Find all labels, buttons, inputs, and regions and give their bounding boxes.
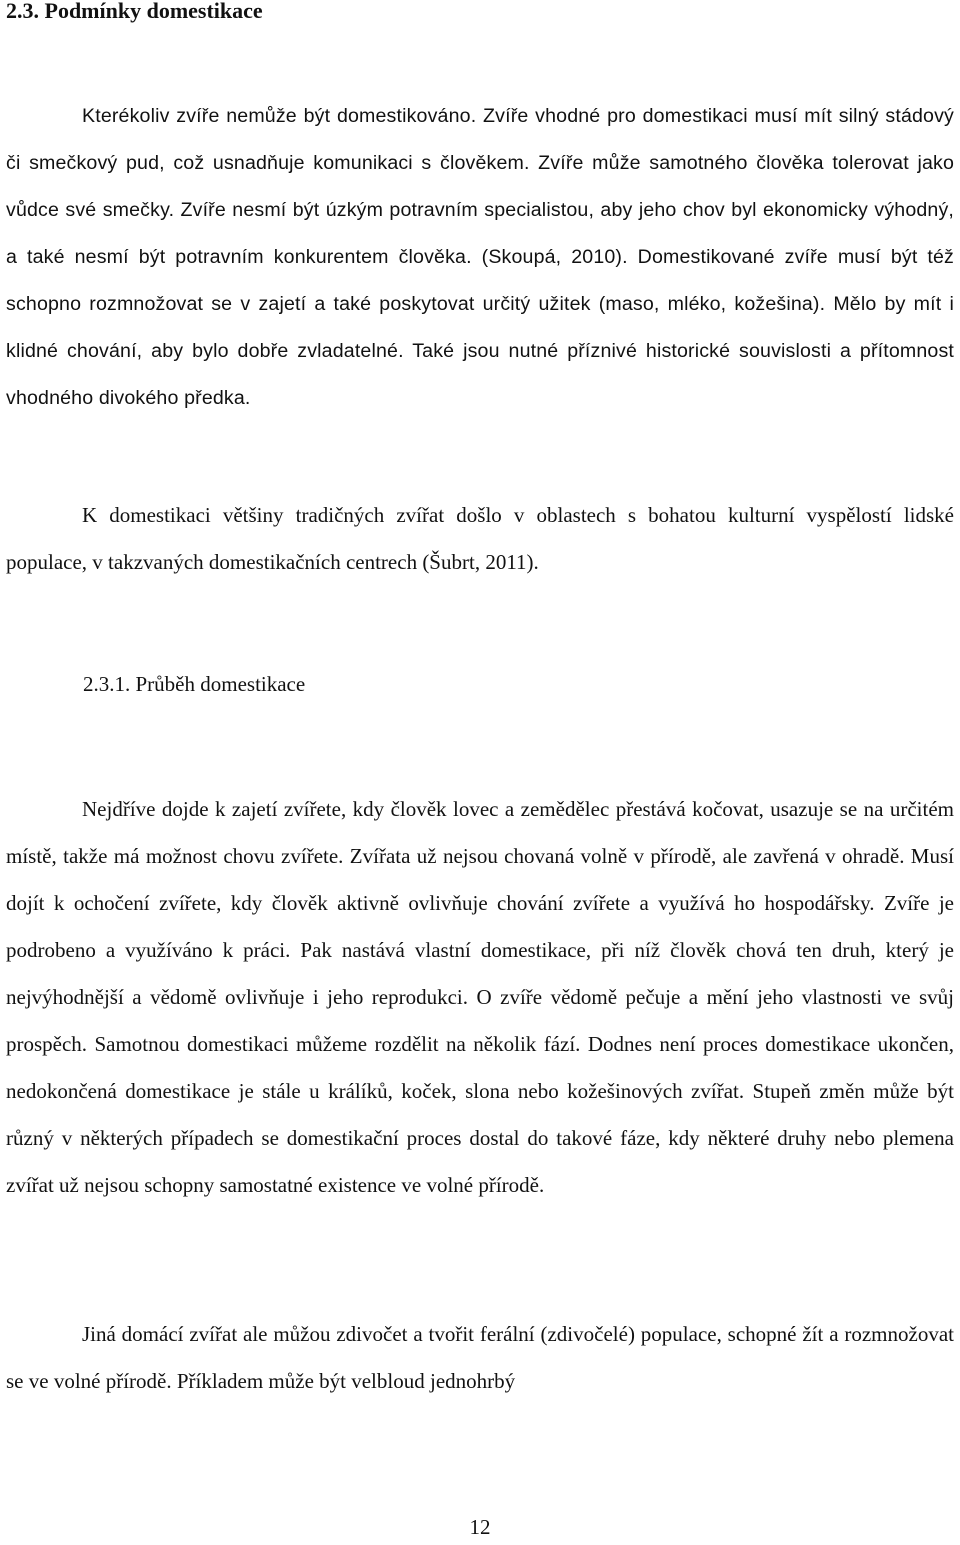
page-number: 12	[469, 1515, 491, 1539]
paragraph-domestication-process: Nejdříve dojde k zajetí zvířete, kdy člověk lovec a zemědělec přestává kočovat, usazuje se na určitém místě, takže má možnost chovu zvířete. Zvířata už nejsou chovaná volně v přírodě, ale zavřená v ohradě. Musí dojít k ochočení zvířete, kdy člověk aktivně ovlivňuje chování zvířete a využívá ho hospodářsky. Zvíře je podrobeno a využíváno k práci. Pak nastává vlastní domestikace, při níž člověk chová ten druh, který je nejvýhodnější a vědomě ovlivňuje i jeho reprodukci. O zvíře vědomě pečuje a mění jeho vlastnosti ve svůj prospěch. Samotnou domestikaci můžeme rozdělit na několik fází. Dodnes není proces domestikace ukončen, nedokončená domestikace je stále u králíků, koček, slona nebo kožešinových zvířat. Stupeň změn může být různý v některých případech se domestikační proces dostal do takové fáze, kdy některé druhy nebo plemena zvířat už nejsou schopny samostatné existence ve volné přírodě.	[6, 797, 954, 1197]
subsection-heading: 2.3.1. Průběh domestikace	[83, 672, 306, 696]
paragraph-domestication-centers: K domestikaci většiny tradičných zvířat došlo v oblastech s bohatou kulturní vyspělostí lidské populace, v takzvaných domestikačních centrech (Šubrt, 2011).	[6, 503, 954, 574]
paragraph-feral-populations: Jiná domácí zvířat ale můžou zdivočet a tvořit ferální (zdivočelé) populace, schopné žít a rozmnožovat se ve volné přírodě. Příkladem může být velbloud jednohrbý	[6, 1322, 954, 1393]
paragraph-domestication-conditions: Kterékoliv zvíře nemůže být domestikováno. Zvíře vhodné pro domestikaci musí mít silný stádový či smečkový pud, což usnadňuje komunikaci s člověkem. Zvíře může samotného člověka tolerovat jako vůdce své smečky. Zvíře nesmí být úzkým potravním specialistou, aby jeho chov byl ekonomicky výhodný, a také nesmí být potravním konkurentem člověka. (Skoupá, 2010). Domestikované zvíře musí být též schopno rozmnožovat se v zajetí a také poskytovat určitý užitek (maso, mléko, kožešina). Mělo by mít i klidné chování, aby bylo dobře zvladatelné. Také jsou nutné příznivé historické souvislosti a přítomnost vhodného divokého předka.	[6, 105, 954, 409]
section-heading: 2.3. Podmínky domestikace	[6, 0, 263, 23]
